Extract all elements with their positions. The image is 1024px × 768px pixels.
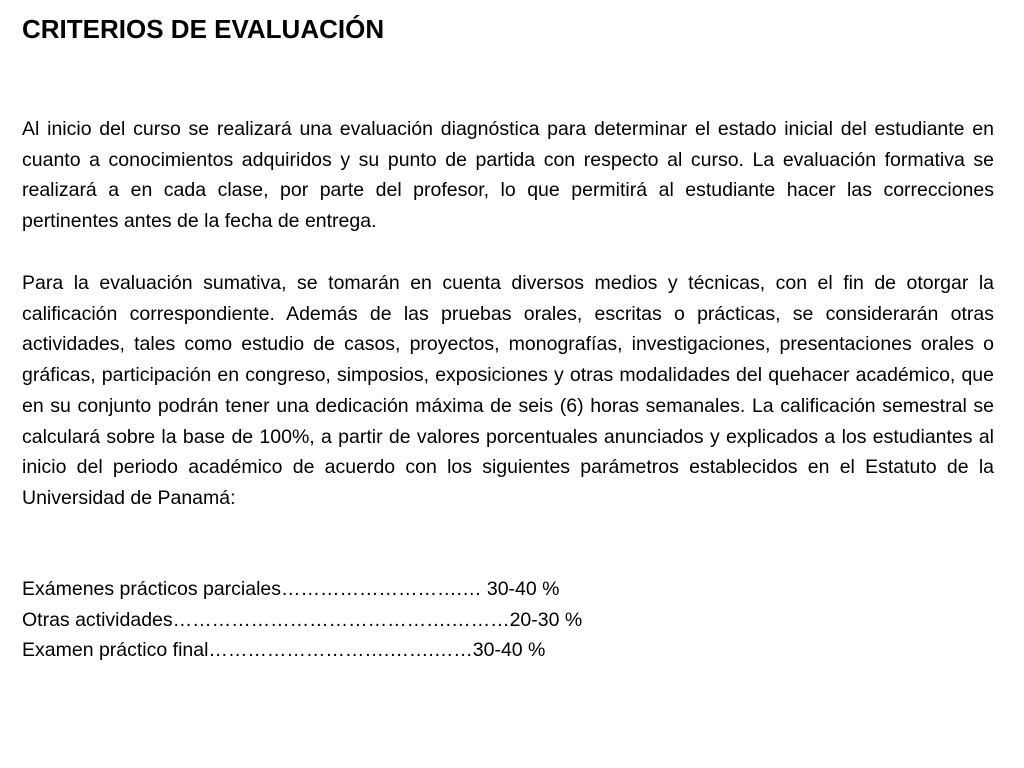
slide-title: CRITERIOS DE EVALUACIÓN [22, 14, 385, 44]
diagnostic-evaluation-paragraph: Al inicio del curso se realizará una evaluación diagnóstica para determinar el estado inicial del estudiante en cuanto a conocimientos adquiridos y su punto de partida con respecto al curso. La evaluación formativa se realizará a en cada clase, por parte del profesor, lo que permitirá al estudiante hacer las correcciones pertinentes antes de la fecha de entrega. [22, 118, 994, 233]
grade-weights-list [22, 574, 994, 666]
grade-row-partial-exams: Exámenes prácticos parciales……………………….… 30-40 % [22, 578, 560, 600]
grade-row-other-activities: Otras actividades…………………………………….………20-30 % [22, 608, 583, 631]
summative-evaluation-paragraph: Para la evaluación sumativa, se tomarán en cuenta diversos medios y técnicas, con el fin de otorgar la calificación correspondiente. Además de las pruebas orales, escritas o prácticas, se considerarán otras actividades, tales como estudio de casos, proyectos, monografías, investigaciones, presentaciones orales o gráficas, participación en congreso, simposios, exposiciones y otras modalidades del quehacer académico, que en su conjunto podrán tener una dedicación máxima de seis (6) horas semanales. La calificación semestral se calculará sobre la base de 100%, a partir de valores porcentuales anunciados y explicados a los estudiantes al inicio del periodo académico de acuerdo con los siguientes parámetros establecidos en el Estatuto de la Universidad de Panamá: [22, 272, 994, 509]
slide [22, 0, 994, 768]
grade-row-final-exam: Examen práctico final……………………….…….……30-40 % [22, 639, 546, 662]
